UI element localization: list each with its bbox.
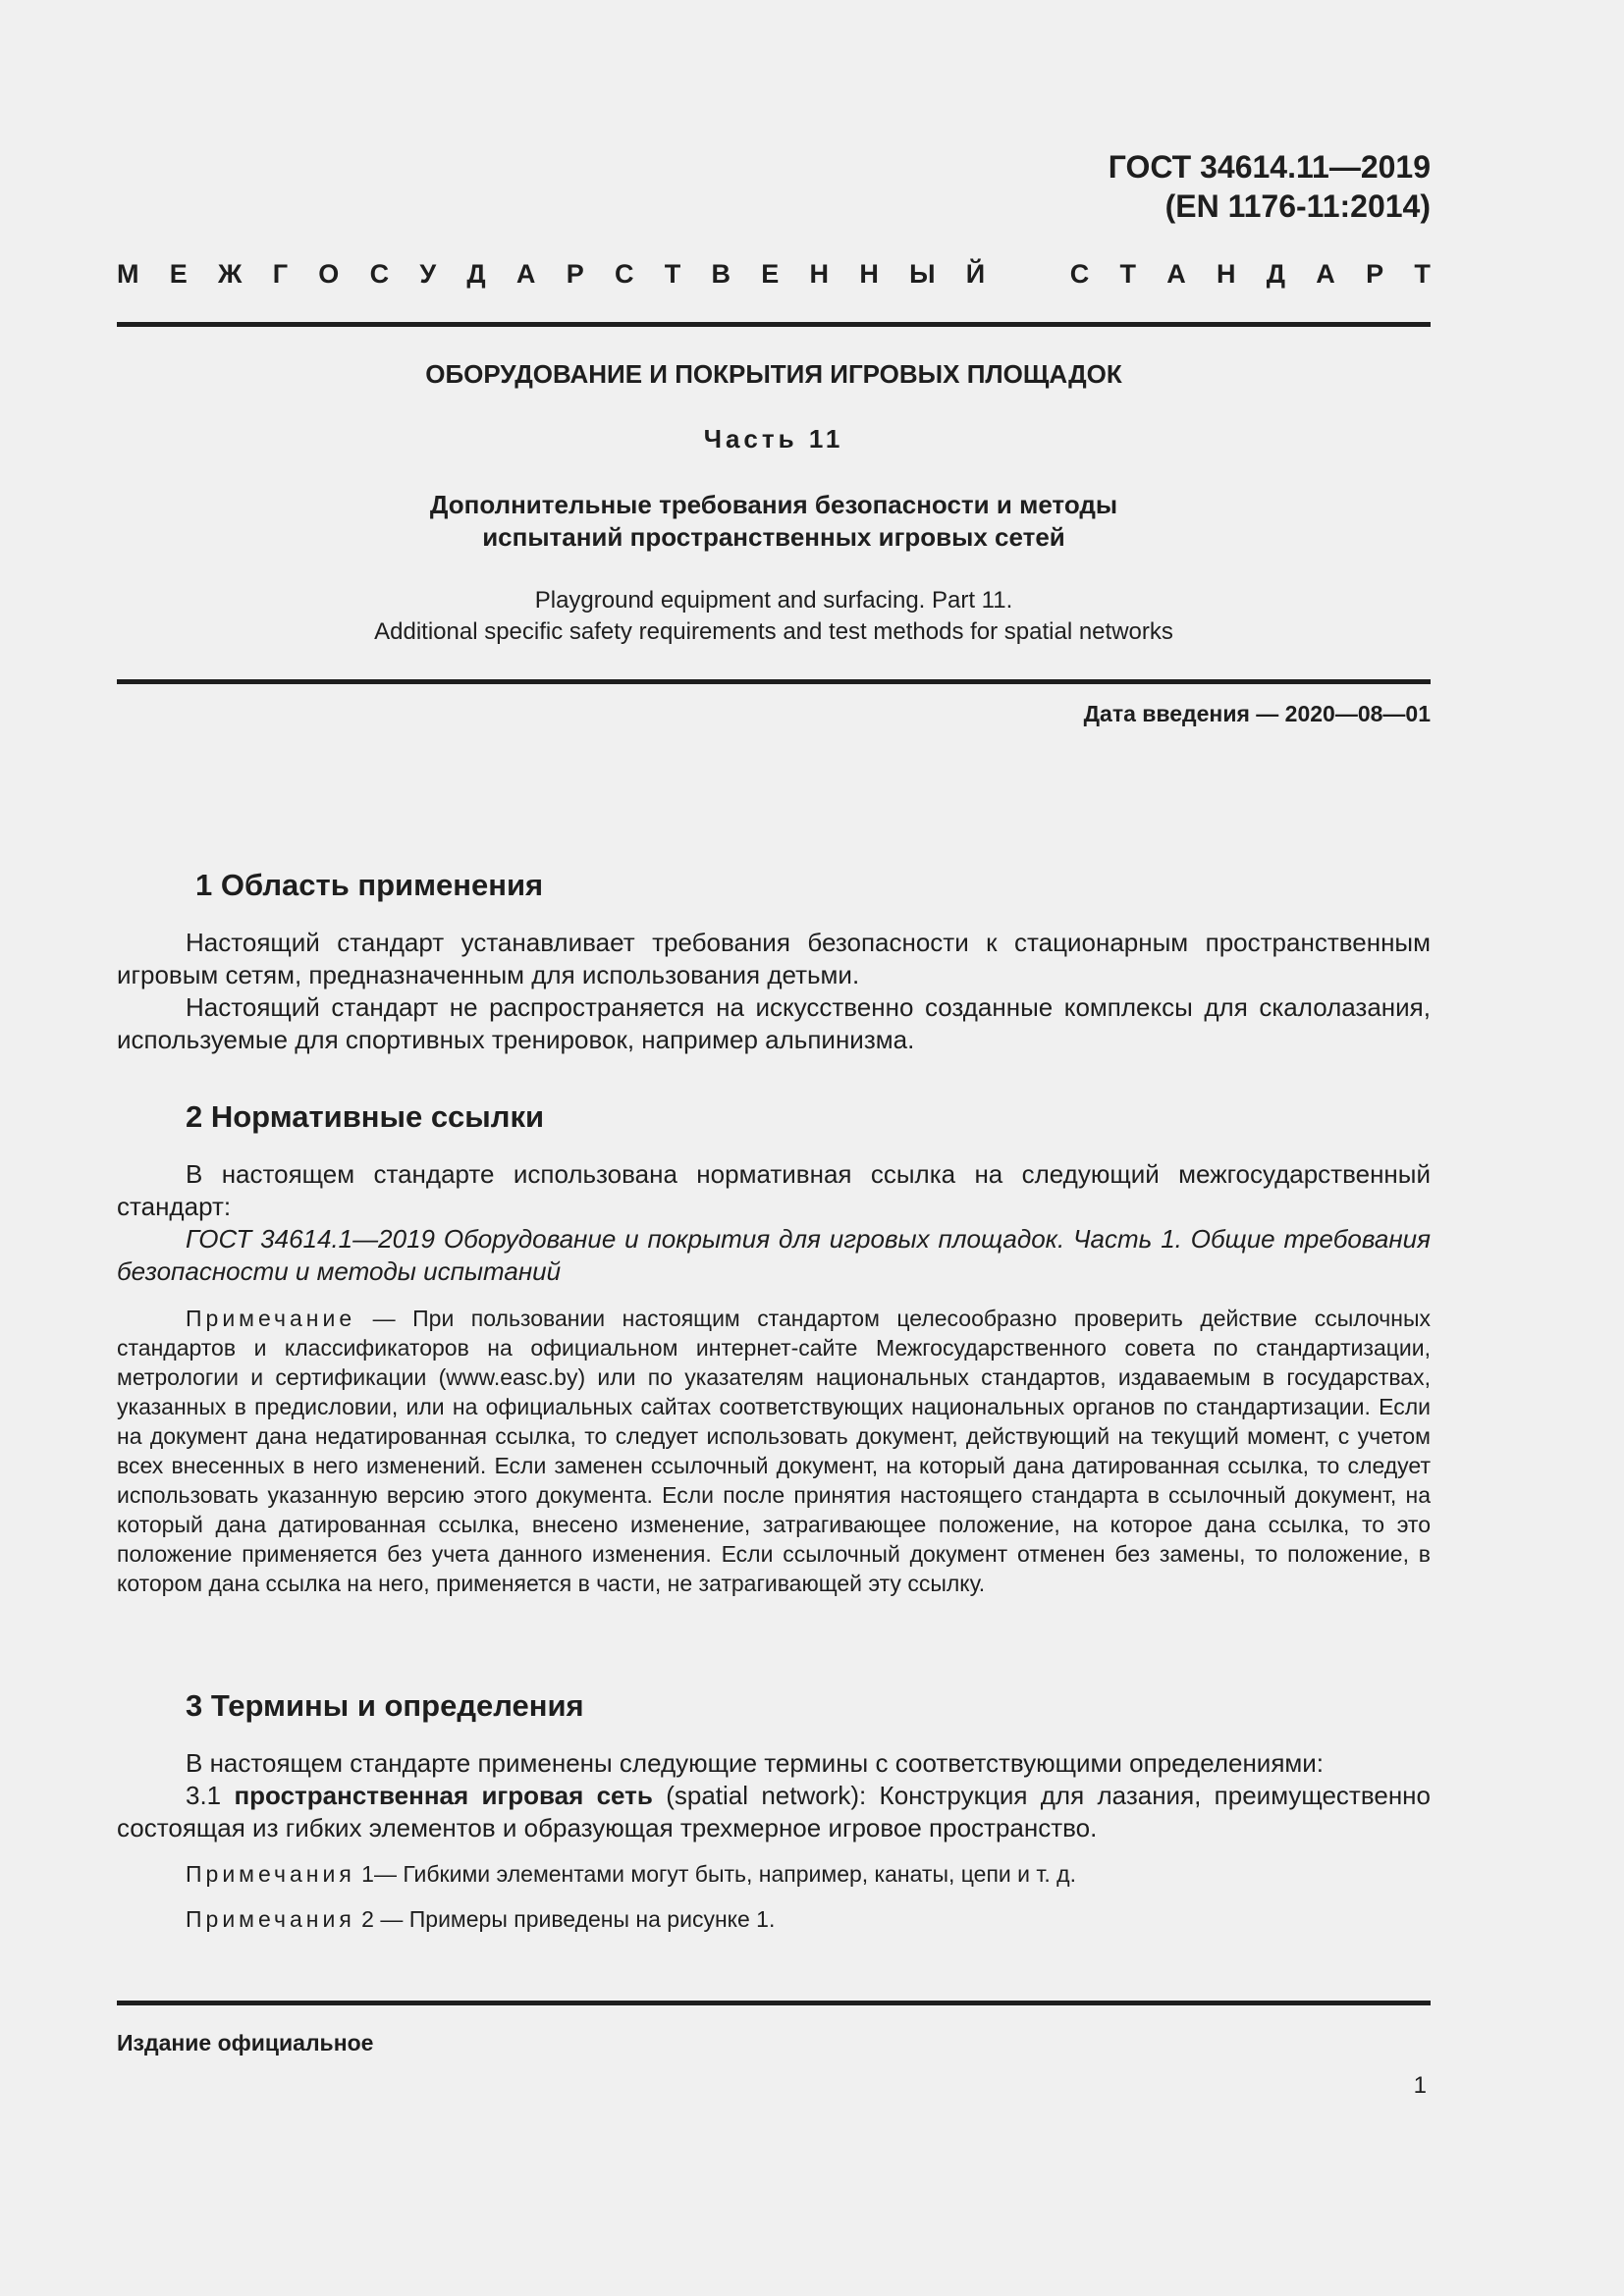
english-title-line: Additional specific safety requirements and test methods for spatial networks [374, 618, 1173, 645]
banner-word-gap [1015, 257, 1039, 291]
banner-letter: Г [272, 259, 289, 289]
banner-letter: Т [1414, 259, 1431, 289]
banner-letter: Н [1217, 259, 1236, 289]
paragraph-text: Настоящий стандарт устанавливает требования безопасности к стационарным пространственным игровым сетям, предназначенным для использования детьми. [117, 928, 1431, 989]
reference-text: ГОСТ 34614.1—2019 Оборудование и покрытия для игровых площадок. Часть 1. Общие требования безопасности и методы испытаний [117, 1224, 1431, 1286]
document-page [117, 0, 1431, 2296]
standard-number [1109, 147, 1431, 226]
banner-letter: О [318, 259, 340, 289]
standard-number-en: (EN 1176-11:2014) [1164, 188, 1431, 224]
note-label: Примечания [186, 1861, 355, 1887]
note-label: Примечание [186, 1306, 356, 1331]
note [117, 1304, 1431, 1598]
banner-letter: У [419, 259, 437, 289]
paragraph-text: В настоящем стандарте использована нормативная ссылка на следующий межгосударственный стандарт: [117, 1159, 1431, 1221]
section-heading-scope: 1 Область применения [195, 868, 544, 902]
banner-letter: М [117, 259, 139, 289]
banner-letter: Ж [218, 259, 243, 289]
banner-letter: В [711, 259, 731, 289]
introduction-date: Дата введения — 2020—08—01 [1083, 701, 1431, 726]
note [117, 1859, 1431, 1889]
page-number: 1 [1413, 2072, 1427, 2099]
banner-letter: С [369, 259, 390, 289]
banner-letter: Н [809, 259, 830, 289]
banner-letter: А [515, 259, 536, 289]
banner-letter: Т [1119, 259, 1136, 289]
banner-letter: Р [1366, 259, 1384, 289]
footer-divider [117, 2001, 1431, 2005]
note-text: 2 — Примеры приведены на рисунке 1. [354, 1906, 776, 1932]
banner-letter: А [1166, 259, 1186, 289]
banner-letter: С [614, 259, 634, 289]
banner-letter: Д [466, 259, 486, 289]
interstate-standard-banner [117, 257, 1431, 291]
normative-reference [117, 1223, 1431, 1288]
top-divider [117, 322, 1431, 327]
banner-letter: Е [761, 259, 780, 289]
english-title [117, 585, 1431, 648]
title-divider [117, 679, 1431, 684]
term-number: 3.1 [186, 1781, 235, 1810]
section-heading-normative-references: 2 Нормативные ссылки [186, 1099, 545, 1134]
banner-letter: Е [169, 259, 188, 289]
paragraph [117, 991, 1431, 1056]
banner-letter: Й [965, 259, 986, 289]
english-title-line: Playground equipment and surfacing. Part 11. [534, 587, 1013, 614]
term-text: (spatial network): Конструкция для лазания, преимущественно состоящая из гибких элементов и образующая трехмерное игровое пространство. [117, 1781, 1431, 1842]
banner-letter: Н [859, 259, 879, 289]
official-edition-label: Издание официальное [117, 2030, 374, 2056]
note [117, 1904, 1431, 1934]
document-title: ОБОРУДОВАНИЕ И ПОКРЫТИЯ ИГРОВЫХ ПЛОЩАДОК [425, 359, 1122, 389]
document-subtitle [117, 489, 1431, 554]
paragraph [117, 927, 1431, 991]
paragraph-text: В настоящем стандарте применены следующие термины с соответствующими определениями: [186, 1748, 1325, 1778]
term-name: пространственная игровая сеть [234, 1781, 653, 1810]
section-heading-terms: 3 Термины и определения [186, 1688, 584, 1723]
subtitle-line: Дополнительные требования безопасности и методы [429, 490, 1118, 519]
note-text: 1— Гибкими элементами могут быть, например, канаты, цепи и т. д. [354, 1861, 1076, 1887]
document-part: Часть 11 [703, 424, 844, 454]
subtitle-line: испытаний пространственных игровых сетей [482, 522, 1065, 552]
banner-letter: Д [1266, 259, 1286, 289]
banner-letter: С [1069, 259, 1090, 289]
banner-letter: А [1316, 259, 1335, 289]
banner-letter: Р [566, 259, 584, 289]
paragraph-text: Настоящий стандарт не распространяется на искусственно созданные комплексы для скалолазания, используемые для спортивных тренировок, например альпинизма. [117, 992, 1431, 1054]
banner-letter: Т [664, 259, 681, 289]
banner-letter: Ы [909, 259, 936, 289]
paragraph [117, 1747, 1431, 1780]
paragraph [117, 1158, 1431, 1223]
note-text: — При пользовании настоящим стандартом целесообразно проверить действие ссылочных стандартов и классификаторов на официальном интернет-сайте Межгосударственного совета по стандартизации, метрологии и сертификации (www.easc.by) или по указателям национальных стандартов, издаваемым в государствах, указанных в предисловии, или на официальных сайтах соответствующих национальных органов по стандартизации. Если на документ дана недатированная ссылка, то следует использовать документ, действующий на текущий момент, с учетом всех внесенных в него изменений. Если заменен ссылочный документ, на который дана датированная ссылка, то следует использовать указанную версию этого документа. Если после принятия настоящего стандарта в ссылочный документ, на который дана датированная ссылка, внесено изменение, затрагивающее положение, на которое дана ссылка, то это положение применяется без учета данного изменения. Если ссылочный документ отменен без замены, то положение, в котором дана ссылка на него, применяется в части, не затрагивающей эту ссылку. [117, 1306, 1431, 1596]
note-label: Примечания [186, 1906, 355, 1932]
standard-number-gost: ГОСТ 34614.11—2019 [1108, 149, 1431, 185]
term-definition [117, 1780, 1431, 1844]
